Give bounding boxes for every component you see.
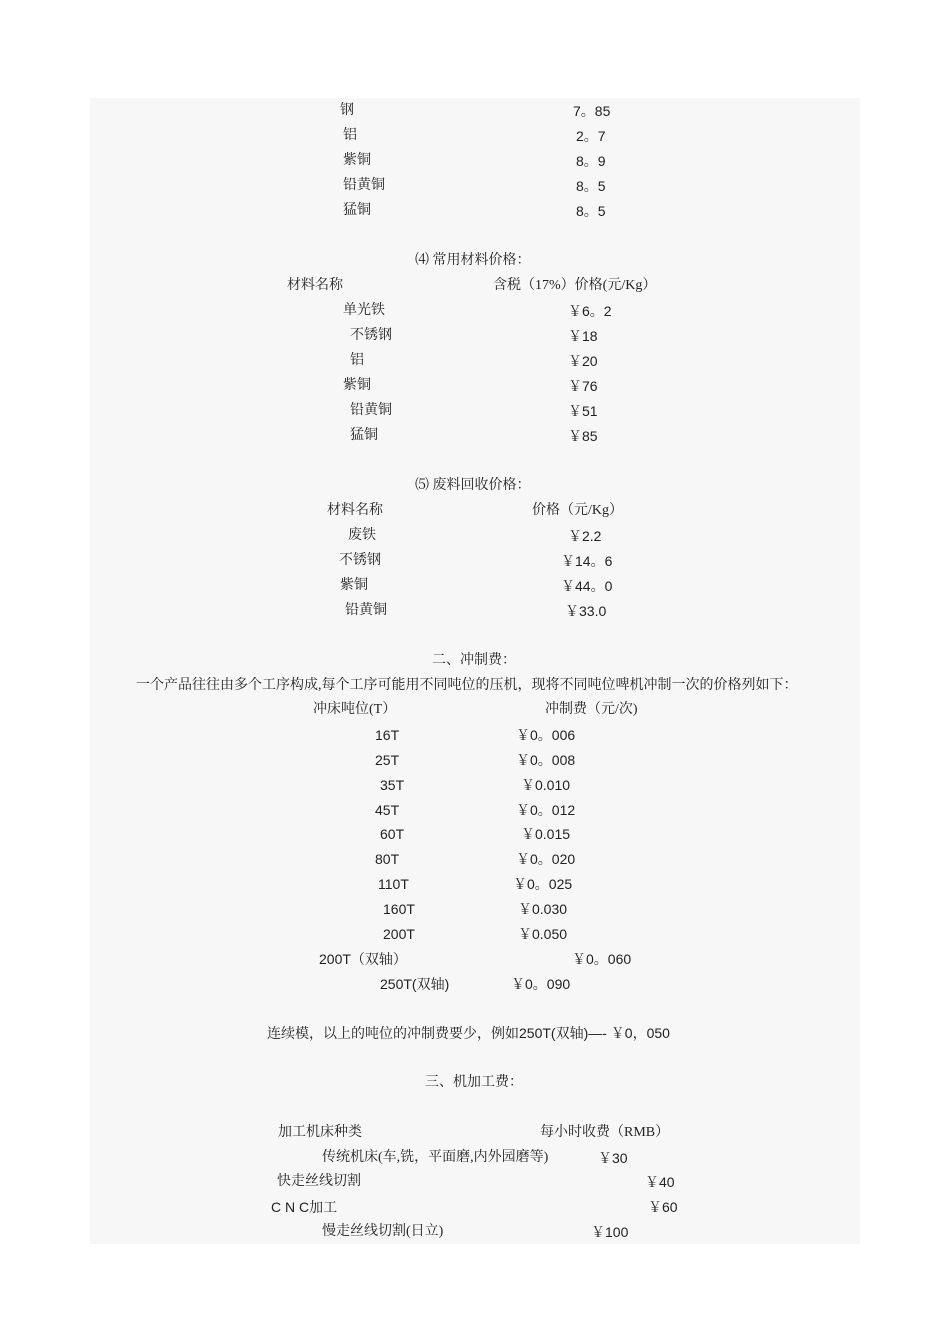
prices-col-price: 含税（17%）价格(元/Kg） <box>493 278 657 293</box>
prices-heading: ⑷ 常用材料价格： <box>415 253 531 268</box>
stamping-ton: 200T（双轴） <box>319 951 407 967</box>
scrap-name: 铅黄铜 <box>345 603 387 618</box>
stamping-ton: 25T <box>375 752 400 768</box>
density-value: 7。85 <box>573 103 611 119</box>
price-name: 不锈钢 <box>350 328 392 343</box>
price-name: 单光铁 <box>343 303 385 318</box>
machining-heading: 三、机加工费： <box>425 1075 523 1090</box>
density-value: 2。7 <box>576 128 606 144</box>
stamping-ton: 60T <box>380 826 405 842</box>
price-value: ￥85 <box>568 428 598 444</box>
stamping-fee: ￥0。020 <box>516 851 576 867</box>
density-name: 铅黄铜 <box>343 178 385 193</box>
machining-fee: ￥100 <box>591 1224 629 1240</box>
density-value: 8。5 <box>576 203 606 219</box>
machining-fee: ￥40 <box>645 1174 675 1190</box>
scrap-value: ￥14。6 <box>561 553 613 569</box>
machining-type: 快走丝线切割 <box>277 1174 361 1189</box>
density-name: 铝 <box>343 128 357 143</box>
stamping-ton: 35T <box>380 777 405 793</box>
stamping-ton: 160T <box>383 901 415 917</box>
scrap-col-name: 材料名称 <box>327 503 383 518</box>
stamping-note: 连续模，以上的吨位的冲制费要少，例如250T(双轴)—- ￥0，050 <box>267 1025 670 1041</box>
machining-fee: ￥60 <box>648 1199 678 1215</box>
price-name: 铅黄铜 <box>350 403 392 418</box>
density-name: 钢 <box>340 103 354 118</box>
stamping-ton: 110T <box>378 876 409 892</box>
scrap-name: 紫铜 <box>340 578 368 593</box>
stamping-ton: 200T <box>383 926 415 942</box>
machining-type: 传统机床(车,铣，平面磨,内外园磨等) <box>322 1150 549 1165</box>
density-name: 紫铜 <box>343 153 371 168</box>
price-value: ￥18 <box>568 328 598 344</box>
stamping-fee: ￥0.015 <box>521 826 571 842</box>
machining-fee: ￥30 <box>598 1150 628 1166</box>
stamping-heading: 二、冲制费： <box>432 653 516 668</box>
density-value: 8。9 <box>576 153 606 169</box>
stamping-ton: 16T <box>375 727 400 743</box>
price-name: 紫铜 <box>343 378 371 393</box>
stamping-fee: ￥0.030 <box>518 901 568 917</box>
stamping-fee: ￥0。012 <box>516 802 576 818</box>
price-name: 猛铜 <box>350 428 378 443</box>
scrap-name: 不锈钢 <box>339 553 381 568</box>
stamping-fee: ￥0。008 <box>516 752 576 768</box>
price-value: ￥51 <box>568 403 598 419</box>
price-value: ￥20 <box>568 353 598 369</box>
scrap-value: ￥2.2 <box>568 528 602 544</box>
stamping-col-tonnage: 冲床吨位(T） <box>313 702 397 717</box>
stamping-fee: ￥0。025 <box>513 876 573 892</box>
price-value: ￥6。2 <box>568 303 612 319</box>
scrap-heading: ⑸ 废料回收价格： <box>415 478 531 493</box>
stamping-fee: ￥0。060 <box>572 951 632 967</box>
density-name: 猛铜 <box>343 203 371 218</box>
scrap-value: ￥33.0 <box>565 603 607 619</box>
scrap-col-price: 价格（元/Kg） <box>532 503 623 518</box>
stamping-ton: 250T(双轴) <box>380 976 450 992</box>
stamping-ton: 80T <box>375 851 400 867</box>
stamping-intro: 一个产品往往由多个工序构成,每个工序可能用不同吨位的压机，现将不同吨位啤机冲制一次的价格列如下： <box>136 678 798 693</box>
scrap-name: 废铁 <box>348 528 376 543</box>
machining-col-fee: 每小时收费（RMB） <box>540 1125 670 1140</box>
stamping-ton: 45T <box>375 802 400 818</box>
prices-col-name: 材料名称 <box>287 278 343 293</box>
machining-type: C N C加工 <box>271 1199 338 1215</box>
machining-col-type: 加工机床种类 <box>278 1125 362 1140</box>
price-value: ￥76 <box>568 378 598 394</box>
density-value: 8。5 <box>576 178 606 194</box>
scrap-value: ￥44。0 <box>561 578 613 594</box>
stamping-fee: ￥0。090 <box>511 976 571 992</box>
stamping-fee: ￥0。006 <box>516 727 576 743</box>
stamping-fee: ￥0.010 <box>521 777 571 793</box>
stamping-col-fee: 冲制费（元/次) <box>545 702 638 717</box>
document-page <box>90 98 860 1244</box>
stamping-fee: ￥0.050 <box>518 926 568 942</box>
machining-type: 慢走丝线切割(日立) <box>322 1224 444 1239</box>
price-name: 铝 <box>350 353 364 368</box>
